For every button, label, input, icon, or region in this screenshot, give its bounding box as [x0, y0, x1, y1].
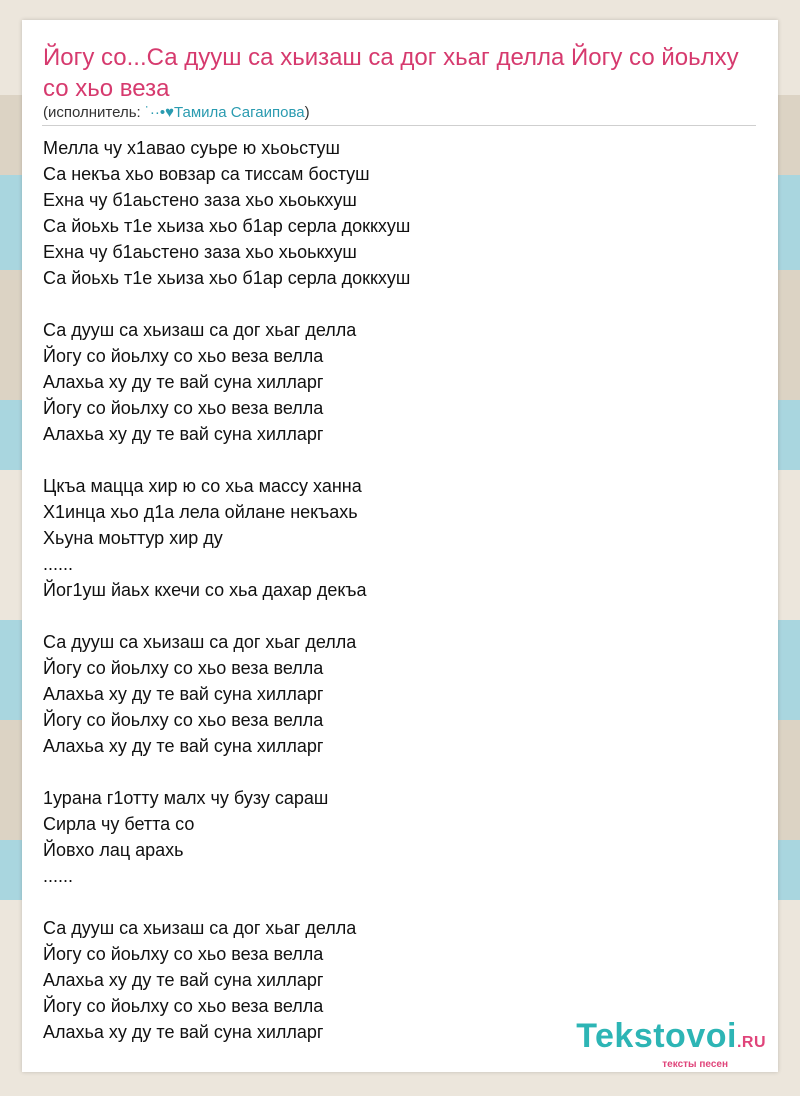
lyric-line: Са дууш са хьизаш са дог хьаг делла: [43, 320, 357, 340]
lyric-line: [43, 759, 763, 785]
artist-prefix: (исполнитель:: [43, 104, 145, 121]
lyric-line: Ехна чу б1аьстено заза хьо хьоькхуш: [43, 242, 357, 262]
lyric-line: Йог1уш йаьх кхечи со хьа дахар декъа: [43, 580, 367, 600]
lyric-line: Сирла чу бетта со: [43, 814, 195, 834]
lyric-line: ......: [43, 554, 74, 574]
artist-suffix: ): [304, 104, 310, 121]
lyric-line: 1урана г1отту малх чу бузу сараш: [43, 788, 329, 808]
lyric-line: Йогу со йоьлху со хьо веза велла: [43, 996, 324, 1016]
lyric-line: Мелла чу х1авао суьре ю хьоьстуш: [43, 138, 340, 158]
lyric-line: [43, 447, 763, 473]
song-title: Йогу со...Са дууш са хьизаш са дог хьаг делла Йогу со йоьлху со хьо веза: [43, 44, 739, 102]
lyric-line: Йогу со йоьлху со хьо веза велла: [43, 944, 324, 964]
logo-main-text: Tekstovoi: [576, 1017, 737, 1055]
lyric-line: [43, 291, 763, 317]
divider: [42, 125, 756, 126]
site-logo[interactable]: [576, 1018, 766, 1070]
lyric-line: Са некъа хьо вовзар са тиссам бостуш: [43, 164, 370, 184]
lyric-line: Са дууш са хьизаш са дог хьаг делла: [43, 918, 357, 938]
lyric-line: Алахьа ху ду те вай суна хилларг: [43, 684, 324, 704]
lyrics-text: [43, 135, 763, 1045]
lyric-line: Са йоьхь т1е хьиза хьо б1ар серла доккхуш: [43, 216, 411, 236]
logo-tagline: тексты песен: [662, 1059, 728, 1070]
lyric-line: ......: [43, 866, 74, 886]
lyric-line: [43, 889, 763, 915]
lyric-line: Са дууш са хьизаш са дог хьаг делла: [43, 632, 357, 652]
lyric-line: Алахьа ху ду те вай суна хилларг: [43, 424, 324, 444]
lyric-line: Йогу со йоьлху со хьо веза велла: [43, 398, 324, 418]
lyric-line: Цкъа мацца хир ю со хьа массу ханна: [43, 476, 362, 496]
lyric-line: Алахьа ху ду те вай суна хилларг: [43, 736, 324, 756]
lyric-line: Йовхо лац арахь: [43, 840, 184, 860]
logo-domain: .RU: [736, 1034, 766, 1051]
lyric-line: [43, 603, 763, 629]
lyrics-card: [22, 20, 778, 1072]
lyric-line: Алахьа ху ду те вай суна хилларг: [43, 970, 324, 990]
artist-link[interactable]: ˙··•♥Тамила Сагаипова: [144, 104, 305, 121]
lyric-line: Алахьа ху ду те вай суна хилларг: [43, 1022, 324, 1042]
lyric-line: Ехна чу б1аьстено заза хьо хьоькхуш: [43, 190, 357, 210]
lyric-line: Йогу со йоьлху со хьо веза велла: [43, 346, 324, 366]
lyric-line: Хьуна моьттур хир ду: [43, 528, 223, 548]
lyric-line: Са йоьхь т1е хьиза хьо б1ар серла доккхуш: [43, 268, 411, 288]
lyric-line: Йогу со йоьлху со хьо веза велла: [43, 658, 324, 678]
artist-line: [43, 104, 310, 121]
lyric-line: Х1инца хьо д1а лела ойлане некъахь: [43, 502, 358, 522]
lyric-line: Алахьа ху ду те вай суна хилларг: [43, 372, 324, 392]
lyric-line: Йогу со йоьлху со хьо веза велла: [43, 710, 324, 730]
